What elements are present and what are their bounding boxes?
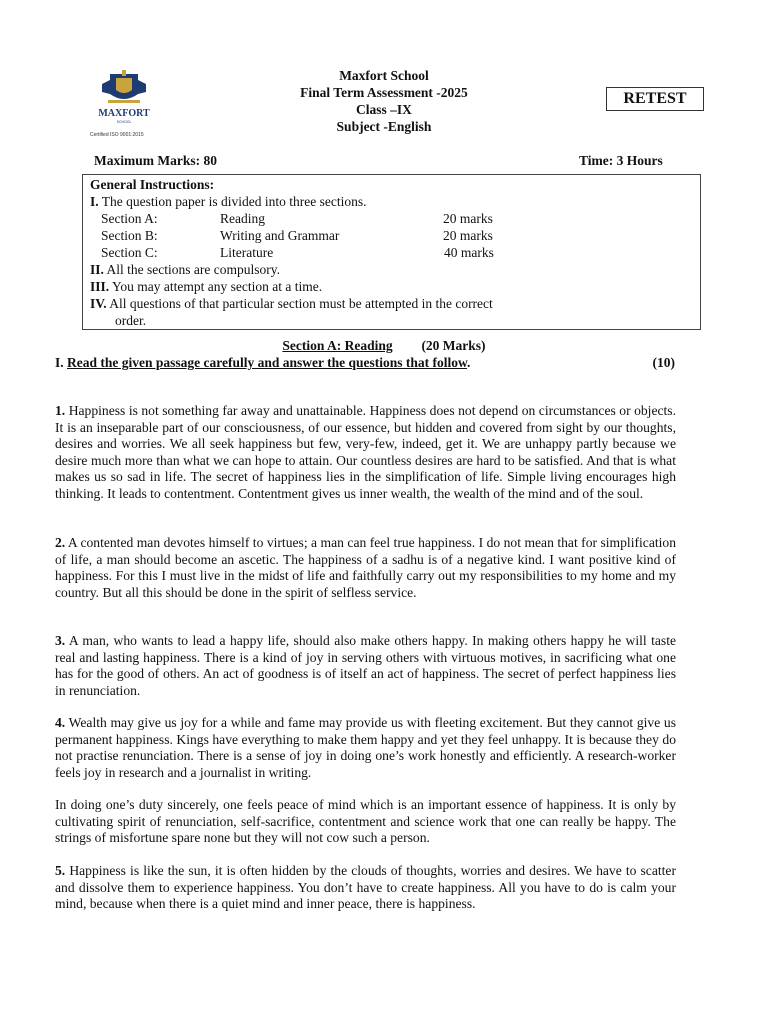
passage-paragraph (55, 535, 676, 601)
section-a-marks: 20 marks (443, 211, 493, 226)
subject-name: Subject -English (336, 119, 432, 134)
paragraph-number: 4. (55, 715, 66, 730)
instruction-number: I. (90, 194, 99, 209)
paragraph-text: A contented man devotes himself to virtues; a man can feel true happiness. I do not mean that for simplification of life, a man should become an ascetic. The happiness of a sadhu is of a negative kind. I want positive kind of happiness. For this I must live in the midst of life and faithfully carry out my responsibilities to my home and my country. But all this should be done in the spirit of selfless service. (55, 535, 676, 600)
instruction-text: All the sections are compulsory. (106, 262, 280, 277)
school-name: Maxfort School (339, 68, 429, 83)
question-text: Read the given passage carefully and answer the questions that follow (67, 355, 468, 370)
question-period: . (467, 355, 471, 370)
retest-badge: RETEST (606, 87, 704, 111)
passage-paragraph (55, 863, 676, 913)
instruction-2 (90, 261, 280, 278)
section-b-label: Section B: (101, 228, 158, 243)
instruction-text: The question paper is divided into three sections. (101, 194, 367, 209)
passage-paragraph (55, 633, 676, 699)
maximum-marks: Maximum Marks: 80 (94, 153, 217, 168)
paragraph-number: 3. (55, 633, 66, 648)
section-c-label: Section C: (101, 245, 158, 260)
instruction-1 (90, 193, 366, 210)
logo-text: MAXFORT (98, 108, 150, 119)
logo-caption: Certified ISO 9001:2015 (90, 132, 144, 138)
paragraph-number: 5. (55, 863, 66, 878)
paragraph-number: 1. (55, 403, 66, 418)
instruction-number: II. (90, 262, 104, 277)
time-allowed: Time: 3 Hours (579, 153, 663, 168)
question-number: I. (55, 355, 64, 370)
exam-title: Final Term Assessment -2025 (300, 85, 468, 100)
instruction-4-continued: order. (115, 313, 147, 328)
section-b-name: Writing and Grammar (220, 228, 340, 243)
passage-paragraph (55, 715, 676, 781)
section-a-label: Section A: (101, 211, 158, 226)
section-a-title: Section A: Reading (282, 338, 393, 353)
general-instructions-box (82, 174, 701, 330)
paragraph-text: A man, who wants to lead a happy life, should also make others happy. In making others happy he will taste real and lasting happiness. There is a kind of joy in serving others with virtuous motives, in sacrificing what one has for the good of others. An act of goodness is of itself an act of happiness. The secret of perfect happiness lies in renunciation. (55, 633, 677, 698)
section-b-marks: 20 marks (443, 228, 493, 243)
section-c-name: Literature (220, 245, 274, 260)
instructions-title: General Instructions: (90, 177, 215, 192)
instruction-text: You may attempt any section at a time. (112, 279, 323, 294)
section-a-heading (0, 338, 768, 354)
question-marks: (10) (652, 355, 675, 370)
paragraph-number: 2. (55, 535, 66, 550)
instruction-4 (90, 295, 493, 312)
instruction-text: All questions of that particular section must be attempted in the correct (109, 296, 493, 311)
paragraph-text: In doing one’s duty sincerely, one feels peace of mind which is an important essence of happiness. It is only by cultivating spirit of renunciation, self-sacrifice, contentment and science work that one can really be happy. The strings of misfortune spare none but they will not cow such a person. (55, 797, 676, 846)
paragraph-text: Happiness is not something far away and unattainable. Happiness does not depend on circumstances or objects. It is an inseparable part of our consciousness, of our essence, but hidden and covered from sight by our thoughts, desires and worries. We all seek happiness but few, very-few, indeed, get it. We are unhappy partly because we desire much more than what we can hope to attain. Our countless desires are hard to be satisfied. And that is what makes us so sad in life. The secret of happiness lies in the simplification of life. Simple living encourages high thinking. It leads to contentment. Contentment gives us inner wealth, the wealth of the mind and of the soul. (55, 403, 676, 501)
section-c-marks: 40 marks (444, 245, 494, 260)
passage-paragraph (55, 797, 676, 847)
section-a-total-marks: (20 Marks) (421, 338, 486, 353)
passage-paragraph (55, 403, 676, 503)
section-a-name: Reading (220, 211, 265, 226)
instruction-number: III. (90, 279, 110, 294)
instruction-number: IV. (90, 296, 107, 311)
instruction-3 (90, 278, 322, 295)
paragraph-text: Wealth may give us joy for a while and fame may provide us with fleeting excitement. But they cannot give us permanent happiness. Kings have everything to make them happy and yet they feel unhappy. It is because they do not practise renunciation. There is a sense of joy in doing one’s work honestly and efficiently. A research-worker feels joy in research and a journalist in writing. (55, 715, 676, 780)
paragraph-text: Happiness is like the sun, it is often hidden by the clouds of thoughts, worries and desires. We have to scatter and dissolve them to experience happiness. You don’t have to create happiness. All you have to do is calm your mind, because when there is a quiet mind and inner peace, there is happiness. (55, 863, 676, 912)
logo-subtext: SCHOOL (116, 120, 132, 124)
question-heading (55, 355, 675, 371)
class-name: Class –IX (356, 102, 412, 117)
